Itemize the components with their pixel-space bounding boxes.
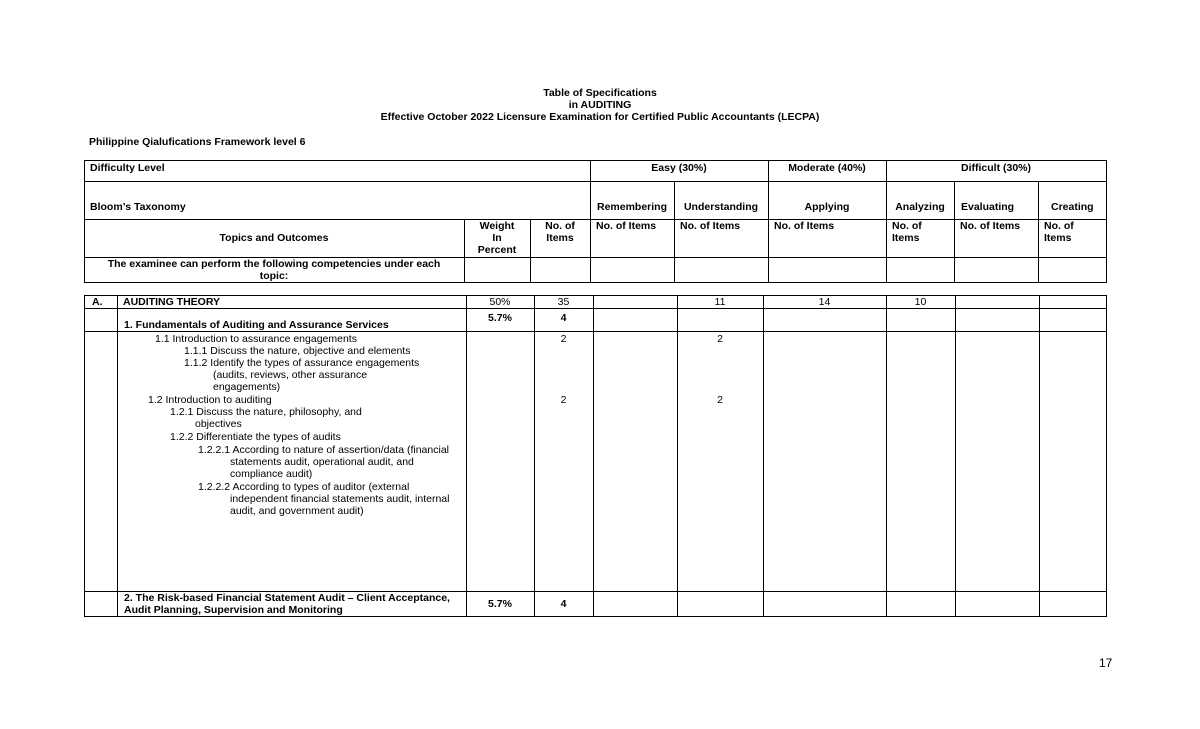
doc-effectivity: Effective October 2022 Licensure Examination for Certified Public Accountants (LECPA) xyxy=(380,111,820,123)
competency-intro-line1: The examinee can perform the following competencies under each xyxy=(107,258,441,270)
sub12-items: 2 xyxy=(560,394,567,406)
creating-items-header-line1: No. of xyxy=(1044,220,1074,232)
weight-header-line3: Percent xyxy=(477,244,517,256)
understanding-items-header: No. of Items xyxy=(680,220,741,232)
outcome-line: 1.2.2.2 According to types of auditor (external xyxy=(198,481,410,493)
outcome-line: 1.1 Introduction to assurance engagements xyxy=(155,333,357,345)
section-weight: 50% xyxy=(489,296,511,308)
outcome-line: statements audit, operational audit, and xyxy=(230,456,414,468)
section-understanding: 11 xyxy=(714,296,726,308)
outcome-line: 1.2.2.1 According to nature of assertion/data (financial xyxy=(198,444,449,456)
page-number: 17 xyxy=(1099,656,1113,670)
section-analyzing: 10 xyxy=(914,296,927,308)
difficult-header: Difficult (30%) xyxy=(960,162,1031,174)
sub11-items: 2 xyxy=(560,333,567,345)
sub11-understanding: 2 xyxy=(717,333,723,345)
competency-intro-line2: topic: xyxy=(259,270,289,282)
creating-items-header-line2: Items xyxy=(1044,232,1072,244)
evaluating-header: Evaluating xyxy=(961,201,1015,213)
items-header-line1: No. of xyxy=(545,220,575,232)
topic1-title: 1. Fundamentals of Auditing and Assurance Services xyxy=(124,319,389,331)
outcome-line: 1.2.1 Discuss the nature, philosophy, and xyxy=(170,406,362,418)
evaluating-items-header: No. of Items xyxy=(960,220,1021,232)
creating-header: Creating xyxy=(1051,201,1094,213)
topic1-weight: 5.7% xyxy=(488,312,512,324)
section-applying: 14 xyxy=(818,296,831,308)
topics-outcomes-header: Topics and Outcomes xyxy=(219,232,329,244)
doc-subject: in AUDITING xyxy=(568,99,632,111)
remembering-items-header: No. of Items xyxy=(596,220,657,232)
analyzing-header: Analyzing xyxy=(895,201,945,213)
topic2-weight: 5.7% xyxy=(488,598,512,610)
outcome-line: 1.1.2 Identify the types of assurance engagements xyxy=(184,357,420,369)
topic2-items: 4 xyxy=(560,598,567,610)
moderate-header: Moderate (40%) xyxy=(788,162,866,174)
items-header-line2: Items xyxy=(546,232,574,244)
easy-header: Easy (30%) xyxy=(651,162,707,174)
doc-title: Table of Specifications xyxy=(543,87,657,99)
outcome-line: audit, and government audit) xyxy=(230,505,364,517)
outcome-line: 1.2 Introduction to auditing xyxy=(148,394,272,406)
section-items: 35 xyxy=(557,296,570,308)
difficulty-level-label: Difficulty Level xyxy=(90,162,165,174)
applying-header: Applying xyxy=(804,201,850,213)
topic2-title-line1: 2. The Risk-based Financial Statement Audit – Client Acceptance, xyxy=(124,592,450,604)
topic1-items: 4 xyxy=(560,312,567,324)
outcome-line: (audits, reviews, other assurance xyxy=(213,369,368,381)
understanding-header: Understanding xyxy=(683,201,759,213)
section-name: AUDITING THEORY xyxy=(123,296,221,308)
topic2-title-line2: Audit Planning, Supervision and Monitoring xyxy=(124,604,343,616)
remembering-header: Remembering xyxy=(596,201,668,213)
weight-header-line1: Weight xyxy=(479,220,515,232)
outcome-line: 1.2.2 Differentiate the types of audits xyxy=(170,431,341,443)
outcome-line: compliance audit) xyxy=(230,468,313,480)
analyzing-items-header-line2: Items xyxy=(892,232,920,244)
section-letter: A. xyxy=(92,296,103,308)
framework-label: Philippine Qialufications Framework level 6 xyxy=(89,136,306,148)
outcome-line: engagements) xyxy=(213,381,281,393)
sub12-understanding: 2 xyxy=(717,394,723,406)
weight-header-line2: In xyxy=(492,232,502,244)
outcome-line: independent financial statements audit, internal xyxy=(230,493,450,505)
outcome-line: 1.1.1 Discuss the nature, objective and elements xyxy=(184,345,411,357)
analyzing-items-header-line1: No. of xyxy=(892,220,922,232)
applying-items-header: No. of Items xyxy=(774,220,835,232)
bloom-taxonomy-label: Bloom’s Taxonomy xyxy=(90,201,186,213)
outcome-line: objectives xyxy=(195,418,242,430)
